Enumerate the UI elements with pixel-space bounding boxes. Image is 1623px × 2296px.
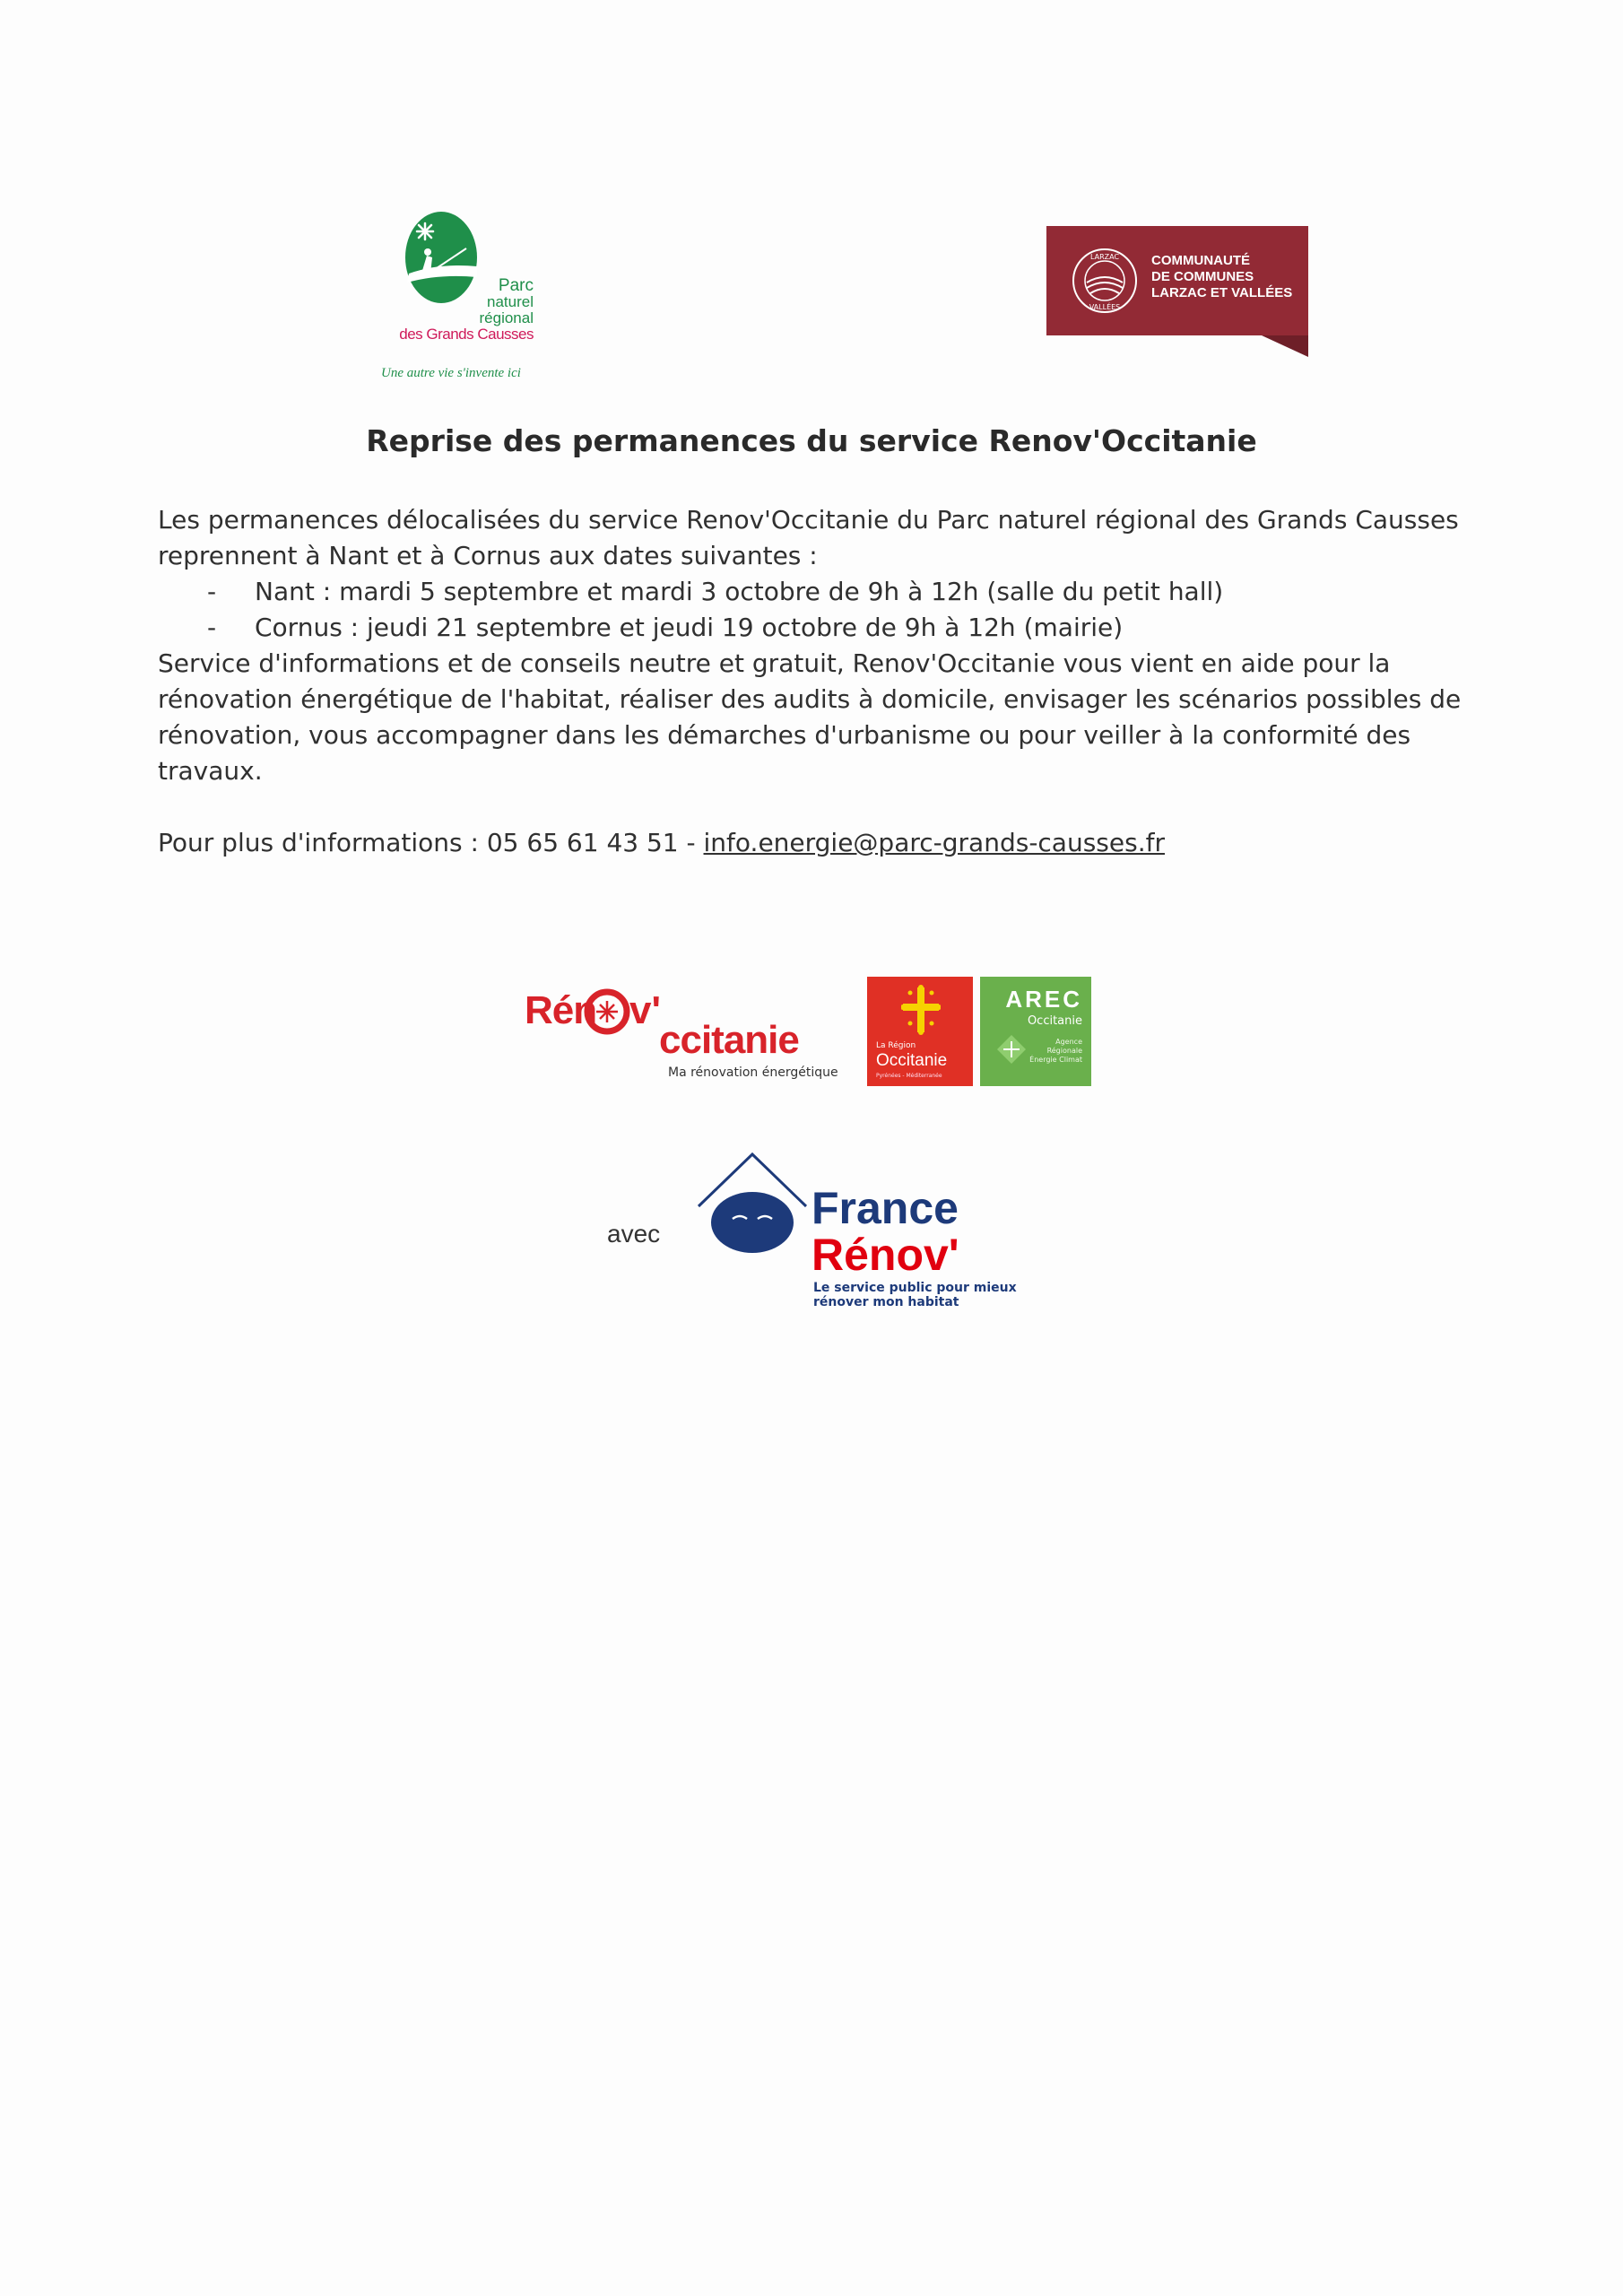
service-line-1: Service d'informations et de conseils neutre et gratuit, Renov'Occitanie vous vient en aide pour la <box>158 648 1391 678</box>
service-line-3: rénovation, vous accompagner dans les démarches d'urbanisme ou pour veiller à la conformité des travaux. <box>158 720 1411 786</box>
pnr-line-4: des Grands Causses <box>399 326 534 343</box>
pnr-line-3: régional <box>479 309 534 326</box>
communaute-logo-box <box>1046 226 1308 335</box>
arec-desc-line-3: Énergie Climat <box>1029 1056 1082 1064</box>
renov-logo-part-2: v' <box>629 988 661 1032</box>
pnr-line-1: Parc <box>498 276 534 295</box>
dates-list <box>158 574 1503 646</box>
intro-line-2: reprennent à Nant et à Cornus aux dates suivantes : <box>158 541 818 570</box>
contact-line <box>158 825 1503 861</box>
page-title: Reprise des permanences du service Renov'Occitanie <box>366 423 1257 458</box>
arec-subtitle: Occitanie <box>1027 1014 1082 1028</box>
france-renov-tag-line-1: Le service public pour mieux <box>813 1281 1017 1295</box>
service-line-2: rénovation énergétique de l'habitat, réaliser des audits à domicile, envisager les scénarios possibles de <box>158 684 1462 714</box>
france-renov-line-1: France <box>812 1183 959 1233</box>
communaute-logo-tail <box>1262 335 1308 357</box>
list-item-text: Cornus : jeudi 21 septembre et jeudi 19 octobre de 9h à 12h (mairie) <box>255 613 1124 642</box>
arec-occitanie-logo <box>980 977 1091 1086</box>
pnr-tagline: Une autre vie s'invente ici <box>381 366 521 380</box>
region-name: Occitanie <box>876 1051 948 1070</box>
seal-bottom-text: VALLÉES <box>1089 303 1121 311</box>
communaute-line-2: DE COMMUNES <box>1151 269 1254 284</box>
pnr-grands-causses-logo <box>381 211 534 390</box>
renov-logo-part-3: ccitanie <box>659 1018 799 1062</box>
seal-top-text: LARZAC <box>1089 253 1120 261</box>
pnr-name <box>399 278 534 343</box>
larzac-seal-icon <box>1071 247 1139 315</box>
renov-logo-subtitle: Ma rénovation énergétique <box>668 1065 838 1080</box>
bullet-dash: - <box>207 613 217 642</box>
arec-desc-line-2: Régionale <box>1046 1047 1082 1055</box>
list-item-nant <box>158 574 1503 610</box>
france-renov-line-2: Rénov' <box>812 1230 959 1280</box>
arec-desc-line-1: Agence <box>1055 1038 1082 1046</box>
france-renov-house-icon <box>695 1151 812 1267</box>
communaute-name <box>1151 253 1292 301</box>
communaute-line-1: COMMUNAUTÉ <box>1151 253 1250 268</box>
contact-phone-text: Pour plus d'informations : 05 65 61 43 51 - <box>158 828 704 857</box>
pnr-line-2: naturel <box>487 293 534 310</box>
france-renov-tag-line-2: rénover mon habitat <box>813 1295 959 1309</box>
region-occitanie-logo <box>867 977 973 1086</box>
communaute-communes-logo <box>1046 226 1308 357</box>
list-item-cornus <box>158 610 1503 646</box>
region-small-label: La Région <box>876 1041 916 1050</box>
arec-title: AREC <box>1005 986 1082 1013</box>
renov-logo-part-1: Rén <box>525 988 597 1032</box>
france-renov-logo <box>695 1151 1054 1312</box>
region-tiny-label: Pyrénées - Méditerranée <box>876 1073 942 1079</box>
arec-diamond-icon <box>996 1034 1027 1065</box>
body-text <box>158 502 1503 861</box>
contact-email-link[interactable]: info.energie@parc-grands-causses.fr <box>703 828 1165 857</box>
bullet-dash: - <box>207 577 217 606</box>
arec-description <box>1029 1038 1082 1065</box>
avec-label: avec <box>607 1220 661 1248</box>
renov-occitanie-logo <box>525 987 838 1085</box>
france-renov-tagline <box>813 1281 1017 1309</box>
intro-line-1: Les permanences délocalisées du service Renov'Occitanie du Parc naturel régional des Grands Causses <box>158 505 1459 535</box>
occitan-cross-ring-icon <box>582 987 632 1037</box>
occitan-cross-icon <box>901 984 941 1036</box>
communaute-line-3: LARZAC ET VALLÉES <box>1151 285 1293 300</box>
list-item-text: Nant : mardi 5 septembre et mardi 3 octobre de 9h à 12h (salle du petit hall) <box>255 577 1224 606</box>
